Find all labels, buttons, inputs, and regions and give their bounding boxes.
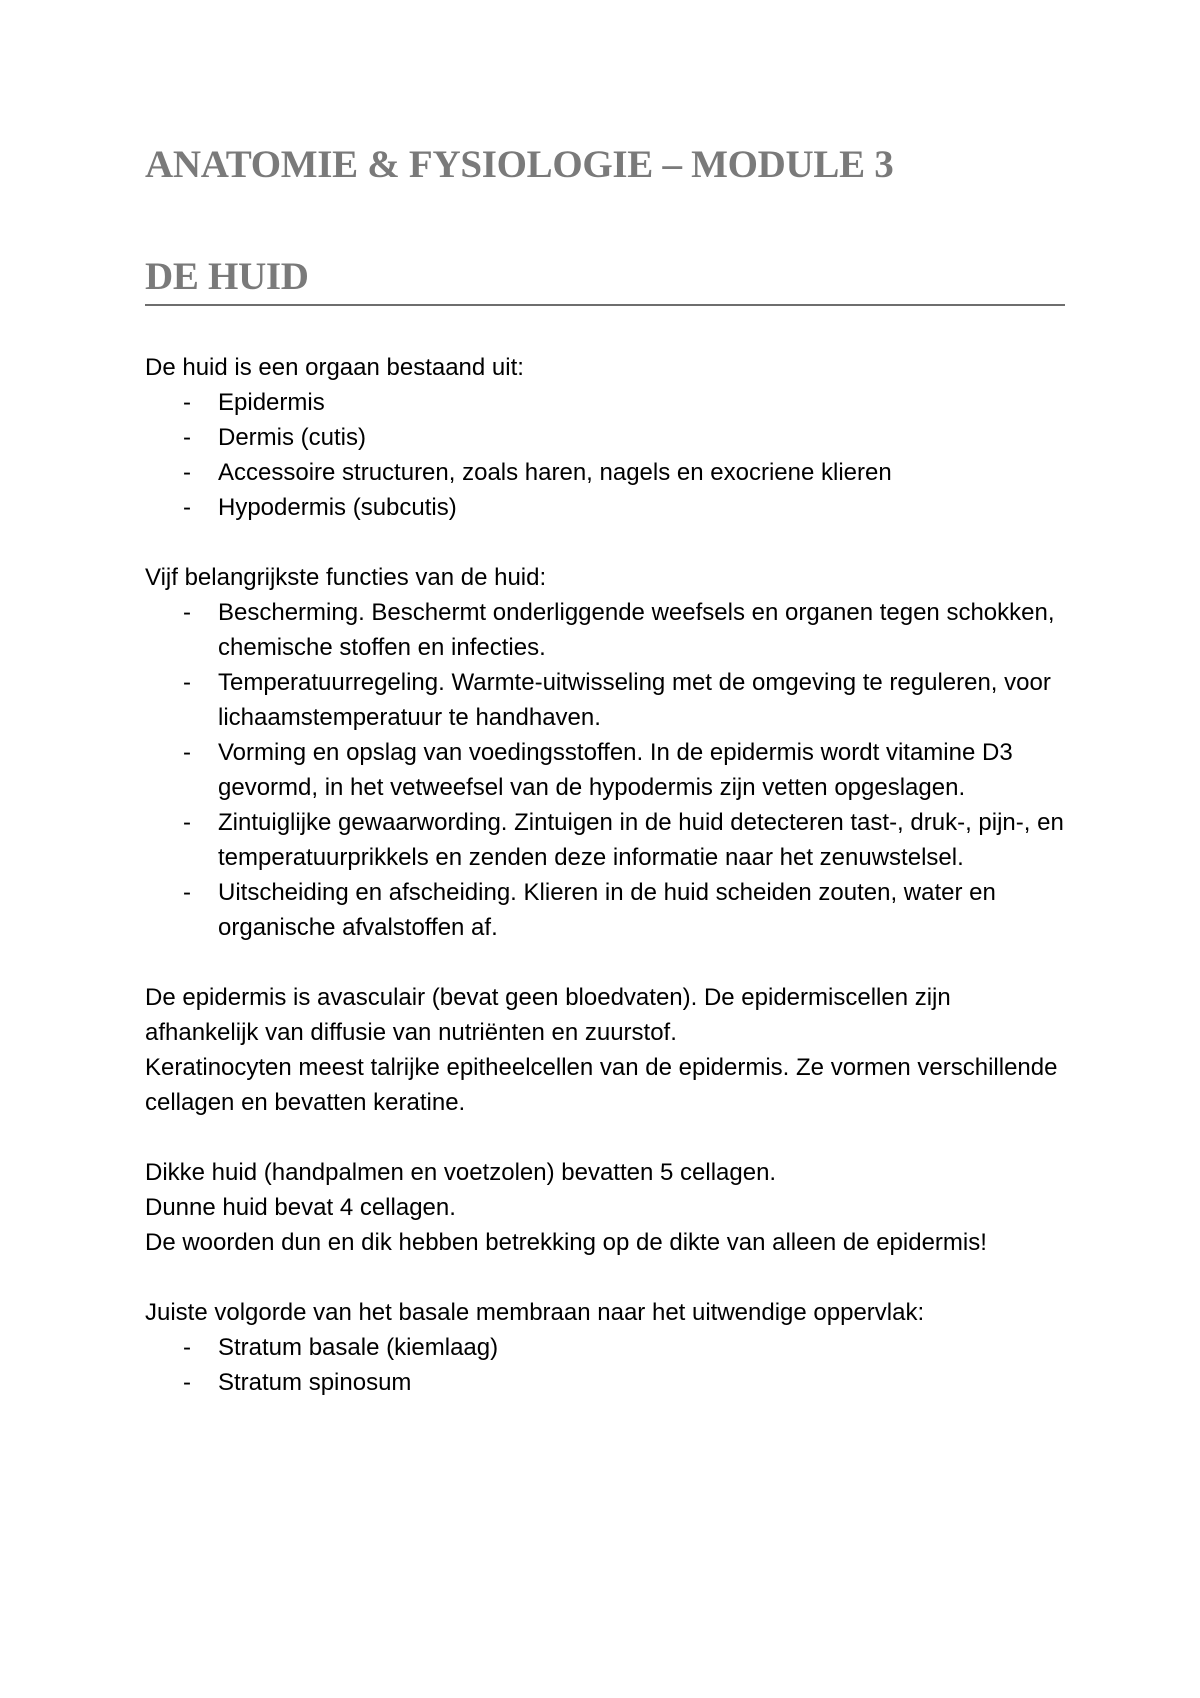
list-item [145, 1365, 1065, 1400]
organ-list [145, 385, 1065, 525]
list-item-text: Accessoire structuren, zoals haren, nagels en exocriene klieren [218, 459, 892, 486]
dash-marker: - [183, 879, 191, 906]
list-item [145, 490, 1065, 525]
section-layers [145, 1295, 1065, 1400]
dash-marker: - [183, 1369, 191, 1396]
list-item-text: Hypodermis (subcutis) [218, 494, 457, 521]
section-epidermis [145, 980, 1065, 1120]
list-item [145, 1330, 1065, 1365]
list-item-text: Dermis (cutis) [218, 424, 366, 451]
list-item-text: Stratum spinosum [218, 1369, 412, 1396]
list-item-text: Bescherming. Beschermt onderliggende weefsels en organen tegen schokken, chemische stoffen en infecties. [218, 599, 1055, 661]
section-thickness [145, 1155, 1065, 1260]
document-page [145, 140, 1065, 1400]
paragraph: Dikke huid (handpalmen en voetzolen) bevatten 5 cellagen. [145, 1159, 777, 1186]
list-item-text: Stratum basale (kiemlaag) [218, 1334, 499, 1361]
dash-marker: - [183, 389, 191, 416]
list-item [145, 595, 1065, 665]
functions-list [145, 595, 1065, 945]
list-item-text: Vorming en opslag van voedingsstoffen. In de epidermis wordt vitamine D3 gevormd, in het vetweefsel van de hypodermis zijn vetten opgeslagen. [218, 739, 1013, 801]
section-functions [145, 560, 1065, 945]
list-item [145, 455, 1065, 490]
dash-marker: - [183, 599, 191, 626]
dash-marker: - [183, 494, 191, 521]
document-subtitle: DE HUID [145, 255, 309, 298]
list-item [145, 805, 1065, 875]
paragraph: De woorden dun en dik hebben betrekking op de dikte van alleen de epidermis! [145, 1229, 987, 1256]
list-item [145, 665, 1065, 735]
dash-marker: - [183, 459, 191, 486]
dash-marker: - [183, 669, 191, 696]
paragraph: Dunne huid bevat 4 cellagen. [145, 1194, 456, 1221]
dash-marker: - [183, 424, 191, 451]
organ-intro: De huid is een orgaan bestaand uit: [145, 354, 524, 381]
list-item [145, 735, 1065, 805]
layers-intro: Juiste volgorde van het basale membraan naar het uitwendige oppervlak: [145, 1299, 925, 1326]
list-item [145, 385, 1065, 420]
document-title: ANATOMIE & FYSIOLOGIE – MODULE 3 [145, 143, 894, 186]
dash-marker: - [183, 809, 191, 836]
list-item-text: Zintuiglijke gewaarwording. Zintuigen in de huid detecteren tast-, druk-, pijn-, en temperatuurprikkels en zenden deze informatie naar het zenuwstelsel. [218, 809, 1064, 871]
list-item-text: Epidermis [218, 389, 325, 416]
paragraph: Keratinocyten meest talrijke epitheelcellen van de epidermis. Ze vormen verschillende cellagen en bevatten keratine. [145, 1054, 1058, 1116]
paragraph: De epidermis is avasculair (bevat geen bloedvaten). De epidermiscellen zijn afhankelijk van diffusie van nutriënten en zuurstof. [145, 984, 951, 1046]
list-item [145, 420, 1065, 455]
dash-marker: - [183, 1334, 191, 1361]
dash-marker: - [183, 739, 191, 766]
list-item-text: Uitscheiding en afscheiding. Klieren in de huid scheiden zouten, water en organische afvalstoffen af. [218, 879, 996, 941]
section-organ [145, 350, 1065, 525]
title-underline [145, 304, 1065, 306]
list-item-text: Temperatuurregeling. Warmte-uitwisseling met de omgeving te reguleren, voor lichaamstemperatuur te handhaven. [218, 669, 1051, 731]
functions-intro: Vijf belangrijkste functies van de huid: [145, 564, 547, 591]
layers-list [145, 1330, 1065, 1400]
list-item [145, 875, 1065, 945]
